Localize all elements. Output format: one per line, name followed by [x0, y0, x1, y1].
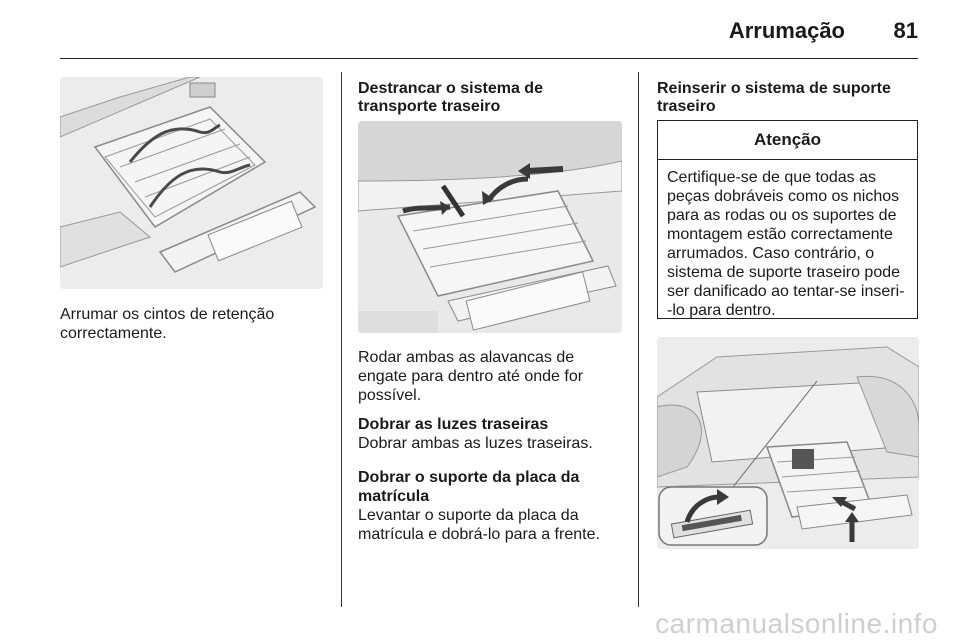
instruction-text: Rodar ambas as alavancas de engate para dentro até onde for possível. — [358, 349, 584, 404]
instruction-text: Levantar o suporte da placa da matrícula e dobrá-lo para a frente. — [358, 507, 600, 543]
section-heading: Dobrar o suporte da placa da matrícula — [358, 469, 580, 505]
attention-title: Atenção — [658, 121, 917, 160]
page-number: 81 — [893, 18, 918, 43]
header-divider — [60, 58, 918, 59]
instruction-text: Dobrar ambas as luzes traseiras. — [358, 435, 593, 452]
section-heading: Destrancar o sistema de transporte traseiro — [358, 80, 543, 115]
section-heading: Reinserir o sistema de suporte traseiro — [657, 80, 891, 115]
column-divider — [638, 72, 639, 607]
figure-cargo-carrier-straps — [60, 77, 323, 289]
section-heading: Dobrar as luzes traseiras — [358, 416, 549, 433]
attention-box — [657, 120, 918, 319]
attention-text: Certifique-se de que todas as peças dobráveis como os nichos para as rodas ou os suportes de montagem estão correctamente arrumados. Caso contrário, o sistema de suporte traseiro pode ser danificado ao tentar-se inseri--lo para dentro. — [667, 169, 905, 319]
figure-reinsert-carrier — [657, 337, 919, 549]
watermark: carmanualsonline.info — [655, 608, 938, 639]
page-title: Arrumação — [728, 18, 845, 43]
figure-release-levers — [358, 121, 622, 333]
section-placa — [358, 468, 623, 544]
column-divider — [341, 72, 342, 607]
figure-caption: Arrumar os cintos de retenção correctamente. — [60, 306, 275, 342]
section-luzes — [358, 415, 623, 453]
